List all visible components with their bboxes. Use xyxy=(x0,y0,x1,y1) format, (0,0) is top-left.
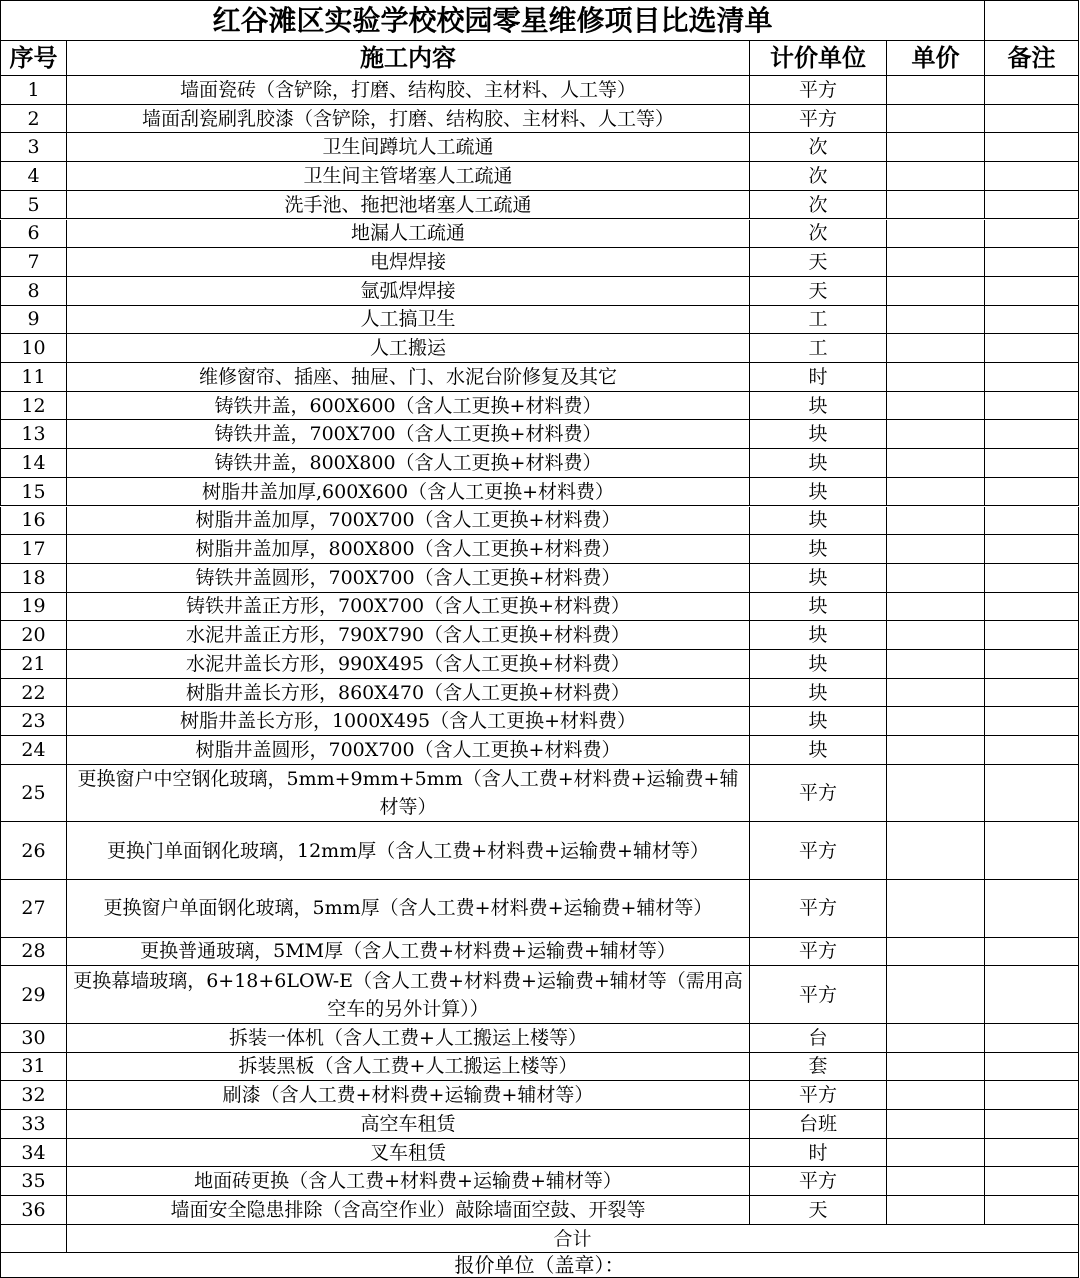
row-price xyxy=(887,822,985,880)
row-unit: 次 xyxy=(750,162,887,191)
row-unit: 次 xyxy=(750,191,887,220)
row-content: 墙面刮瓷刷乳胶漆（含铲除，打磨、结构胶、主材料、人工等） xyxy=(67,105,750,134)
row-number: 1 xyxy=(0,76,67,105)
row-content: 洗手池、拖把池堵塞人工疏通 xyxy=(67,191,750,220)
row-note xyxy=(985,707,1079,736)
row-unit: 块 xyxy=(750,621,887,650)
row-price xyxy=(887,564,985,593)
row-content: 拆装一体机（含人工费+人工搬运上楼等） xyxy=(67,1024,750,1053)
total-blank-cell xyxy=(0,1225,67,1254)
row-content: 地漏人工疏通 xyxy=(67,220,750,249)
row-number: 18 xyxy=(0,564,67,593)
row-note xyxy=(985,105,1079,134)
row-note xyxy=(985,535,1079,564)
row-note xyxy=(985,162,1079,191)
row-unit: 块 xyxy=(750,707,887,736)
row-note xyxy=(985,1167,1079,1196)
row-unit: 台班 xyxy=(750,1110,887,1139)
row-content: 树脂井盖圆形，700X700（含人工更换+材料费） xyxy=(67,736,750,765)
row-content: 卫生间主管堵塞人工疏通 xyxy=(67,162,750,191)
row-unit: 工 xyxy=(750,306,887,335)
row-note xyxy=(985,679,1079,708)
row-note xyxy=(985,564,1079,593)
row-price xyxy=(887,650,985,679)
row-price xyxy=(887,966,985,1024)
row-number: 34 xyxy=(0,1139,67,1168)
row-unit: 块 xyxy=(750,535,887,564)
header-content: 施工内容 xyxy=(67,41,750,76)
row-price xyxy=(887,162,985,191)
row-price xyxy=(887,392,985,421)
row-content: 水泥井盖正方形，790X790（含人工更换+材料费） xyxy=(67,621,750,650)
header-note: 备注 xyxy=(985,41,1079,76)
row-price xyxy=(887,1196,985,1225)
row-content: 更换窗户单面钢化玻璃，5mm厚（含人工费+材料费+运输费+辅材等） xyxy=(67,880,750,938)
row-number: 24 xyxy=(0,736,67,765)
row-number: 25 xyxy=(0,765,67,823)
row-content: 树脂井盖长方形，1000X495（含人工更换+材料费） xyxy=(67,707,750,736)
row-number: 2 xyxy=(0,105,67,134)
row-price xyxy=(887,76,985,105)
row-note xyxy=(985,938,1079,967)
quote-unit-stamp: 报价单位（盖章）： xyxy=(0,1253,1079,1278)
row-note xyxy=(985,1196,1079,1225)
row-content: 更换窗户中空钢化玻璃，5mm+9mm+5mm（含人工费+材料费+运输费+辅材等） xyxy=(67,765,750,823)
row-number: 36 xyxy=(0,1196,67,1225)
row-note xyxy=(985,880,1079,938)
row-note xyxy=(985,306,1079,335)
row-unit: 平方 xyxy=(750,1081,887,1110)
row-content: 树脂井盖加厚,600X600（含人工更换+材料费） xyxy=(67,478,750,507)
row-unit: 块 xyxy=(750,449,887,478)
row-unit: 块 xyxy=(750,564,887,593)
row-content: 刷漆（含人工费+材料费+运输费+辅材等） xyxy=(67,1081,750,1110)
row-number: 27 xyxy=(0,880,67,938)
row-number: 7 xyxy=(0,248,67,277)
row-unit: 块 xyxy=(750,650,887,679)
row-number: 19 xyxy=(0,593,67,622)
header-index: 序号 xyxy=(0,41,67,76)
row-number: 5 xyxy=(0,191,67,220)
row-price xyxy=(887,1081,985,1110)
row-price xyxy=(887,535,985,564)
row-number: 9 xyxy=(0,306,67,335)
row-note xyxy=(985,363,1079,392)
row-note xyxy=(985,420,1079,449)
row-note xyxy=(985,1110,1079,1139)
row-price xyxy=(887,133,985,162)
row-note xyxy=(985,133,1079,162)
row-unit: 平方 xyxy=(750,880,887,938)
row-unit: 块 xyxy=(750,507,887,536)
row-unit: 天 xyxy=(750,277,887,306)
row-price xyxy=(887,105,985,134)
row-number: 29 xyxy=(0,966,67,1024)
row-number: 11 xyxy=(0,363,67,392)
row-content: 铸铁井盖，800X800（含人工更换+材料费） xyxy=(67,449,750,478)
row-price xyxy=(887,248,985,277)
row-unit: 平方 xyxy=(750,966,887,1024)
row-number: 17 xyxy=(0,535,67,564)
row-unit: 块 xyxy=(750,478,887,507)
row-unit: 平方 xyxy=(750,938,887,967)
row-price xyxy=(887,334,985,363)
row-content: 维修窗帘、插座、抽屉、门、水泥台阶修复及其它 xyxy=(67,363,750,392)
row-content: 更换门单面钢化玻璃，12mm厚（含人工费+材料费+运输费+辅材等） xyxy=(67,822,750,880)
row-content: 人工搞卫生 xyxy=(67,306,750,335)
row-price xyxy=(887,880,985,938)
row-unit: 块 xyxy=(750,420,887,449)
row-number: 15 xyxy=(0,478,67,507)
row-content: 更换幕墙玻璃，6+18+6LOW-E（含人工费+材料费+运输费+辅材等（需用高空车的另外计算）） xyxy=(67,966,750,1024)
row-content: 铸铁井盖，600X600（含人工更换+材料费） xyxy=(67,392,750,421)
header-price: 单价 xyxy=(887,41,985,76)
row-note xyxy=(985,76,1079,105)
header-unit: 计价单位 xyxy=(750,41,887,76)
row-unit: 块 xyxy=(750,392,887,421)
row-price xyxy=(887,306,985,335)
row-content: 叉车租赁 xyxy=(67,1139,750,1168)
row-content: 墙面安全隐患排除（含高空作业）敲除墙面空鼓、开裂等 xyxy=(67,1196,750,1225)
row-number: 23 xyxy=(0,707,67,736)
row-note xyxy=(985,277,1079,306)
row-note xyxy=(985,478,1079,507)
row-price xyxy=(887,938,985,967)
row-unit: 块 xyxy=(750,593,887,622)
row-content: 更换普通玻璃，5MM厚（含人工费+材料费+运输费+辅材等） xyxy=(67,938,750,967)
row-number: 32 xyxy=(0,1081,67,1110)
row-unit: 套 xyxy=(750,1053,887,1082)
title-blank-cell xyxy=(985,0,1079,41)
row-number: 28 xyxy=(0,938,67,967)
row-unit: 块 xyxy=(750,736,887,765)
row-price xyxy=(887,420,985,449)
row-price xyxy=(887,449,985,478)
row-number: 12 xyxy=(0,392,67,421)
row-number: 35 xyxy=(0,1167,67,1196)
row-price xyxy=(887,593,985,622)
row-number: 10 xyxy=(0,334,67,363)
row-content: 高空车租赁 xyxy=(67,1110,750,1139)
row-note xyxy=(985,765,1079,823)
row-price xyxy=(887,1110,985,1139)
row-content: 电焊焊接 xyxy=(67,248,750,277)
row-number: 22 xyxy=(0,679,67,708)
row-price xyxy=(887,220,985,249)
row-note xyxy=(985,966,1079,1024)
row-number: 31 xyxy=(0,1053,67,1082)
row-number: 13 xyxy=(0,420,67,449)
row-note xyxy=(985,1053,1079,1082)
row-note xyxy=(985,392,1079,421)
row-content: 铸铁井盖，700X700（含人工更换+材料费） xyxy=(67,420,750,449)
row-note xyxy=(985,736,1079,765)
row-unit: 次 xyxy=(750,133,887,162)
row-content: 卫生间蹲坑人工疏通 xyxy=(67,133,750,162)
row-note xyxy=(985,220,1079,249)
row-unit: 工 xyxy=(750,334,887,363)
sheet-title: 红谷滩区实验学校校园零星维修项目比选清单 xyxy=(0,0,985,41)
row-note xyxy=(985,593,1079,622)
row-unit: 平方 xyxy=(750,1167,887,1196)
row-unit: 天 xyxy=(750,248,887,277)
row-number: 16 xyxy=(0,507,67,536)
row-content: 墙面瓷砖（含铲除，打磨、结构胶、主材料、人工等） xyxy=(67,76,750,105)
row-price xyxy=(887,736,985,765)
row-unit: 平方 xyxy=(750,822,887,880)
row-note xyxy=(985,621,1079,650)
row-content: 氩弧焊焊接 xyxy=(67,277,750,306)
row-unit: 时 xyxy=(750,1139,887,1168)
row-note xyxy=(985,191,1079,220)
row-content: 拆装黑板（含人工费+人工搬运上楼等） xyxy=(67,1053,750,1082)
row-unit: 台 xyxy=(750,1024,887,1053)
row-price xyxy=(887,1139,985,1168)
row-number: 3 xyxy=(0,133,67,162)
row-content: 地面砖更换（含人工费+材料费+运输费+辅材等） xyxy=(67,1167,750,1196)
row-number: 20 xyxy=(0,621,67,650)
row-price xyxy=(887,1024,985,1053)
row-content: 铸铁井盖正方形，700X700（含人工更换+材料费） xyxy=(67,593,750,622)
row-number: 30 xyxy=(0,1024,67,1053)
row-number: 33 xyxy=(0,1110,67,1139)
row-price xyxy=(887,277,985,306)
row-price xyxy=(887,507,985,536)
row-unit: 平方 xyxy=(750,765,887,823)
row-price xyxy=(887,621,985,650)
row-price xyxy=(887,1167,985,1196)
row-number: 26 xyxy=(0,822,67,880)
row-content: 树脂井盖长方形，860X470（含人工更换+材料费） xyxy=(67,679,750,708)
row-price xyxy=(887,679,985,708)
row-note xyxy=(985,1024,1079,1053)
row-note xyxy=(985,507,1079,536)
row-note xyxy=(985,1139,1079,1168)
row-note xyxy=(985,248,1079,277)
row-note xyxy=(985,650,1079,679)
row-note xyxy=(985,449,1079,478)
total-label: 合计 xyxy=(67,1225,1079,1254)
row-content: 树脂井盖加厚，800X800（含人工更换+材料费） xyxy=(67,535,750,564)
row-price xyxy=(887,363,985,392)
row-content: 人工搬运 xyxy=(67,334,750,363)
row-price xyxy=(887,478,985,507)
row-price xyxy=(887,1053,985,1082)
row-number: 21 xyxy=(0,650,67,679)
row-price xyxy=(887,707,985,736)
row-unit: 次 xyxy=(750,220,887,249)
row-content: 铸铁井盖圆形，700X700（含人工更换+材料费） xyxy=(67,564,750,593)
row-price xyxy=(887,765,985,823)
row-number: 14 xyxy=(0,449,67,478)
row-unit: 时 xyxy=(750,363,887,392)
row-number: 6 xyxy=(0,220,67,249)
row-unit: 块 xyxy=(750,679,887,708)
row-unit: 平方 xyxy=(750,76,887,105)
row-content: 水泥井盖长方形，990X495（含人工更换+材料费） xyxy=(67,650,750,679)
row-number: 4 xyxy=(0,162,67,191)
row-price xyxy=(887,191,985,220)
row-number: 8 xyxy=(0,277,67,306)
row-content: 树脂井盖加厚，700X700（含人工更换+材料费） xyxy=(67,507,750,536)
row-note xyxy=(985,334,1079,363)
row-unit: 天 xyxy=(750,1196,887,1225)
row-note xyxy=(985,1081,1079,1110)
row-unit: 平方 xyxy=(750,105,887,134)
row-note xyxy=(985,822,1079,880)
